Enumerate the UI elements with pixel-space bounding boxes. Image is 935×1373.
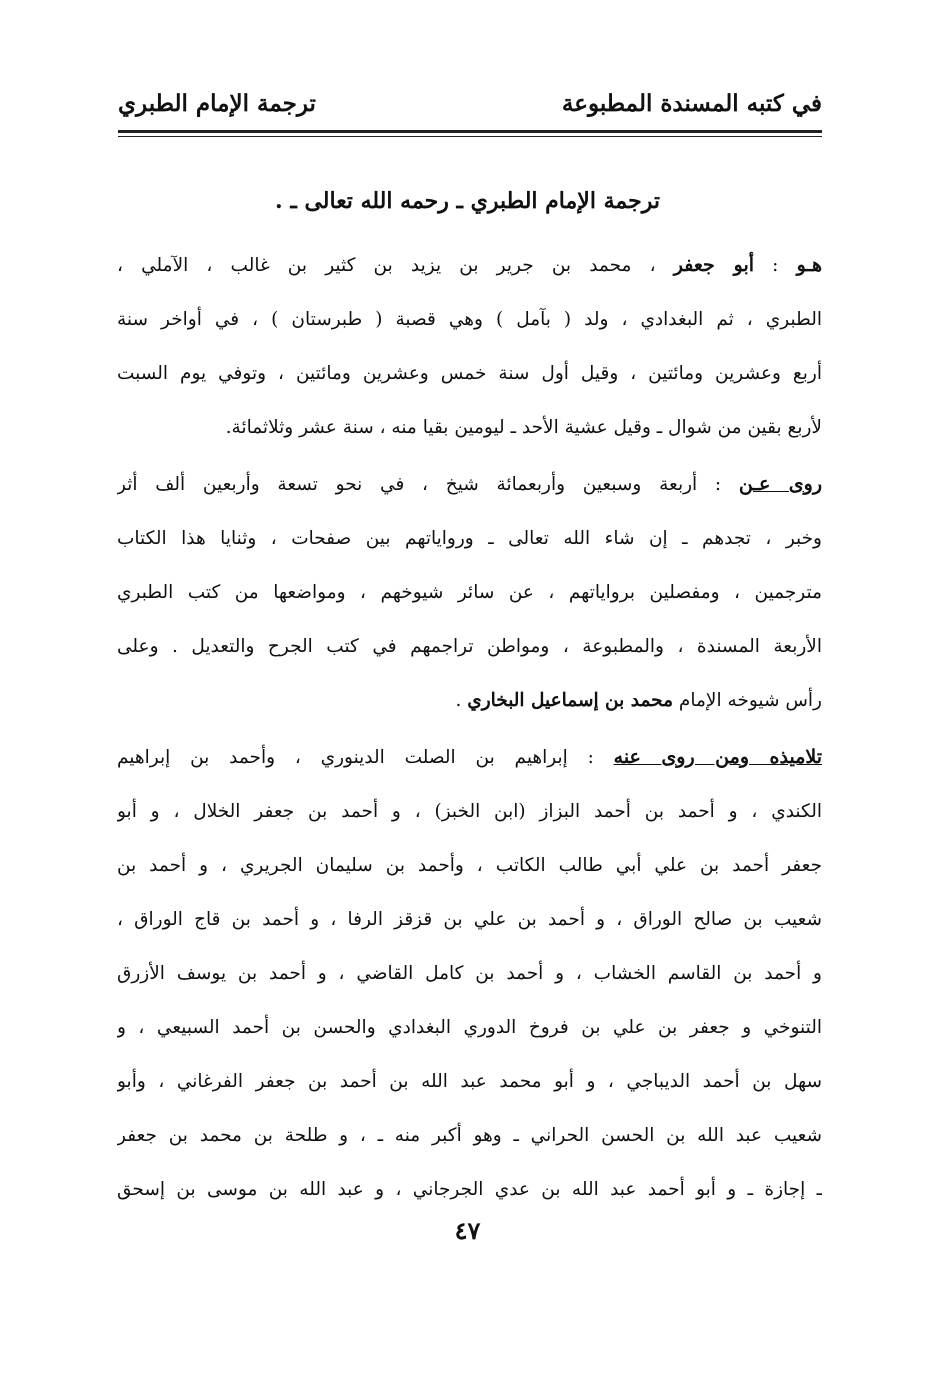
narrated-last-suffix: . xyxy=(455,690,462,711)
students-text-1: إبراهيم بن الصلت الدينوري ، وأحمد بن إبراهيم xyxy=(117,747,568,768)
bio-line-3: أربع وعشرين ومائتين ، وقيل أول سنة خمس وعشرين ومائتين ، وتوفي يوم السبت xyxy=(117,363,822,384)
students-line-4: شعيب بن صالح الوراق ، و أحمد بن علي بن قزقز الرفا ، و أحمد بن قاج الوراق ، xyxy=(117,909,822,930)
narrated-last-prefix: رأس شيوخه الإمام xyxy=(678,690,822,711)
narrated-line-5 xyxy=(117,681,822,721)
running-header xyxy=(118,78,822,128)
students-line-2: الكندي ، و أحمد بن أحمد البزاز (ابن الخبز) ، و أحمد بن جعفر الخلال ، و أبو xyxy=(117,801,822,822)
narrated-line-4: الأربعة المسندة ، والمطبوعة ، ومواطن تراجمهم في كتب الجرح والتعديل . وعلى xyxy=(117,636,822,657)
bio-line-2: الطبري ، ثم البغدادي ، ولد ( بآمل ) وهي قصبة ( طبرستان ) ، في أواخر سنة xyxy=(117,309,822,330)
narrated-line-2: وخبر ، تجدهم ـ إن شاء الله تعالى ـ ورواياتهم بين صفحات ، وثنايا هذا الكتاب xyxy=(117,528,822,549)
bio-line-1: هـو : أبو جعفر ، محمد بن جرير بن يزيد بن كثير بن غالب ، الآملي ، xyxy=(117,254,822,276)
bukhari-name: محمد بن إسماعيل البخاري xyxy=(467,690,673,711)
students-line-6: التنوخي و جعفر بن علي بن فروخ الدوري البغدادي والحسن بن أحمد السبيعي ، و xyxy=(117,1017,822,1038)
header-book-title: في كتبه المسندة المطبوعة xyxy=(561,89,822,117)
bio-line-4: لأربع بقين من شوال ـ وقيل عشية الأحد ـ ليومين بقيا منه ، سنة عشر وثلاثمائة. xyxy=(225,417,822,438)
bio-label: هـو xyxy=(796,254,822,276)
narrated-text-1: أربعة وسبعين وأربعمائة شيخ ، في نحو تسعة وأربعين ألف أثر xyxy=(117,474,698,495)
students-line-5: و أحمد بن القاسم الخشاب ، و أحمد بن كامل القاضي ، و أحمد بن يوسف الأزرق xyxy=(117,963,822,984)
students-line-3: جعفر أحمد بن علي أبي طالب الكاتب ، وأحمد بن سليمان الجريري ، و أحمد بن xyxy=(117,855,822,876)
header-chapter-title: ترجمة الإمام الطبري xyxy=(118,89,316,117)
header-rule-thin xyxy=(118,136,822,137)
narrated-line-1: روى عـن : أربعة وسبعين وأربعمائة شيخ ، في نحو تسعة وأربعين ألف أثر xyxy=(117,473,822,495)
header-rule-thick xyxy=(118,130,822,133)
students-line-9: ـ إجازة ـ و أبو أحمد عبد الله بن عدي الجرجاني ، و عبد الله بن موسى بن إسحق xyxy=(117,1179,822,1200)
narrated-label: روى عـن xyxy=(738,473,822,495)
page-number: ٤٧ xyxy=(454,1216,481,1245)
narrated-line-3: مترجمين ، ومفصلين برواياتهم ، عن سائر شيوخهم ، ومواضعها من كتب الطبري xyxy=(117,582,822,603)
section-title: ترجمة الإمام الطبري ـ رحمه الله تعالى ـ . xyxy=(275,188,660,214)
students-label: تلاميذه ومن روى عنه xyxy=(613,746,822,768)
students-line-7: سهل بن أحمد الديباجي ، و أبو محمد عبد الله بن أحمد بن جعفر الفرغاني ، وأبو xyxy=(117,1071,822,1092)
students-line-8: شعيب عبد الله بن الحسن الحراني ـ وهو أكبر منه ـ ، و طلحة بن محمد بن جعفر xyxy=(117,1125,822,1146)
students-line-1: تلاميذه ومن روى عنه : إبراهيم بن الصلت الدينوري ، وأحمد بن إبراهيم xyxy=(117,746,822,768)
bio-kunya: أبو جعفر xyxy=(673,254,755,276)
bio-text-1: ، محمد بن جرير بن يزيد بن كثير بن غالب ، الآملي ، xyxy=(117,255,656,276)
